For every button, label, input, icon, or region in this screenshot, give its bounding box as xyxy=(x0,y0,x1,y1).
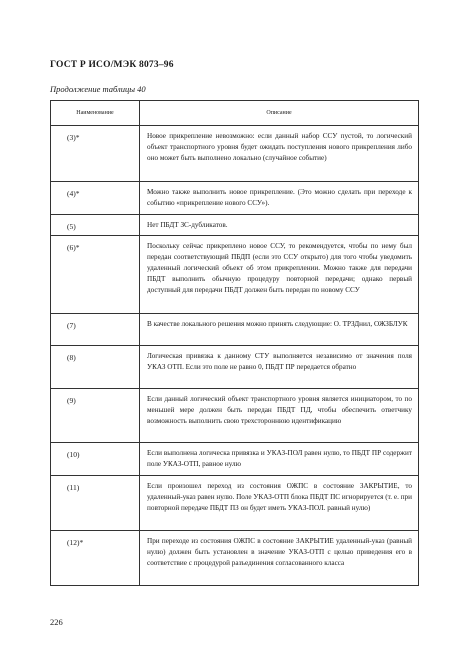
row-name: (12)* xyxy=(51,530,140,585)
row-name: (8) xyxy=(51,346,140,389)
column-header-name: Наименование xyxy=(51,101,140,126)
row-name: (9) xyxy=(51,389,140,443)
table-row xyxy=(51,126,419,182)
row-description: Если произошел переход из состояния ОЖПС в состояние ЗАКРЫТИЕ, то удаленный-указ равен нулю. Поле УКАЗ-ОТП блока ПБДТ ПС игнорируется (т. е. при повторной передаче ПБДТ ПЗ он будет иметь УКАЗ-ПОЛ. равный нулю) xyxy=(140,475,419,530)
table-row xyxy=(51,346,419,389)
row-name: (11) xyxy=(51,475,140,530)
page-number: 226 xyxy=(50,617,63,627)
spec-table xyxy=(50,100,419,586)
row-description: Нет ПБДТ ЗС-дубликатов. xyxy=(140,214,419,236)
table-header-row xyxy=(51,101,419,126)
table-row xyxy=(51,389,419,443)
row-description: Если выполнена логическа привязка и УКАЗ-ПОЛ равен нулю, то ПБДТ ПР содержит поле УКАЗ-ОТП, равное нулю xyxy=(140,443,419,476)
row-name: (5) xyxy=(51,214,140,236)
row-description: При переходе из состояния ОЖПС в состояние ЗАКРЫТИЕ удаленный-указ (равный нулю) должен быть установлен в значение УКАЗ-ОТП с целью приведения его в соответствие с процедурой разъединения согласованного класса xyxy=(140,530,419,585)
row-description: Логическая привязка к данному СТУ выполняется независимо от значения поля УКАЗ ОТП. Если это поле не равно 0, ПБДТ ПР передается обратно xyxy=(140,346,419,389)
table-row xyxy=(51,214,419,236)
row-description: В качестве локального решения можно принять следующие: О. ТРЗДнил, ОЖЗБЛУК xyxy=(140,314,419,346)
table-row xyxy=(51,182,419,215)
table-row xyxy=(51,530,419,585)
row-description: Если данный логический объект транспортного уровня является инициатором, то по меньшей мере должен быть передан ПБДТ ПД, чтобы обеспечить ответчику возможность выполнить свою трехстороннюю идентификацию xyxy=(140,389,419,443)
row-name: (3)* xyxy=(51,126,140,182)
row-name: (7) xyxy=(51,314,140,346)
row-name: (4)* xyxy=(51,182,140,215)
row-description: Можно также выполнить новое прикрепление. (Это можно сделать при переходе к событию «прикрепление нового ССУ»). xyxy=(140,182,419,215)
row-name: (10) xyxy=(51,443,140,476)
document-header: ГОСТ Р ИСО/МЭК 8073–96 xyxy=(50,60,174,70)
table-row xyxy=(51,443,419,476)
table-row xyxy=(51,314,419,346)
column-header-description: Описание xyxy=(140,101,419,126)
row-name: (6)* xyxy=(51,236,140,314)
table-row xyxy=(51,475,419,530)
row-description: Поскольку сейчас прикреплено новое ССУ, то рекомендуется, чтобы по нему был передан соответствующий ПБДП (если это ССУ открыто) для того чтобы уведомить удаленный логический объект об этом прикреплении. Можно также для передачи ПБДТ выполнить обычную процедуру повторной передачи; однако первый доступный для передачи ПБДТ должен быть передан по новому ССУ xyxy=(140,236,419,314)
table-continuation-caption: Продолжение таблицы 40 xyxy=(50,84,146,94)
row-description: Новое прикрепление невозможно: если данный набор ССУ пустой, то логический объект транспортного уровня будет ожидать поступления нового прикрепления либо оно может быть выполнено локально (случайное событие) xyxy=(140,126,419,182)
table-body xyxy=(51,126,419,586)
table-row xyxy=(51,236,419,314)
